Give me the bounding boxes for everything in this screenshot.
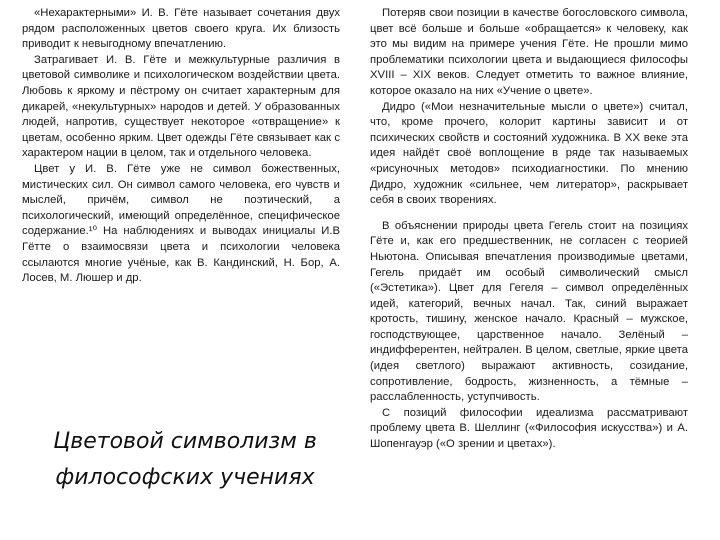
paragraph-goethe-uncharacteristic: «Нехарактерными» И. В. Гёте называет сочетания двух рядом расположенных цветов своего круга. Их близость приводит к невыгодному впечатлению. [22,7,340,51]
paragraph-hegel: В объяснении природы цвета Гегель стоит на позициях Гёте и, как его предшественник, не согласен с теорией Ньютона. Описывая впечатления производимые цветами, Гегель придаёт им особый символический смысл («Эстетика»). Цвет для Гегеля – символ определённых идей, категорий, вечных начал. Так, синий выражает кротость, тишину, женское начало. Красный – мужское, господствующее, царственное начало. Зелёный – индифферентен, нейтрален. В целом, светлые, яркие цвета (идея светлого) выражают активность, созидание, сопротивление, бодрость, жизненность, а тёмные – расслабленность, уступчивость. [370,219,688,404]
section-heading-line-2: философских учениях [55,465,315,490]
paragraph-schelling-schopenhauer: С позиций философии идеализма рассматривают проблему цвета В. Шеллинг («Философия искусства») и А. Шопенгауэр («О зрении и цветах»). [370,406,688,451]
left-text-column [22,6,340,287]
section-heading [26,424,344,496]
paragraph-goethe-intercultural: Затрагивает И. В. Гёте и межкультурные различия в цветовой символике и психологическом воздействии цвета. Любовь к яркому и пёстрому он считает характерным для дикарей, «некультурных» народов и детей. У образованных людей, напротив, существует некоторое «отвращение» к цветам, особенно ярким. Цвет одежды Гёте связывает как с характером нации в целом, так и отдельного человека. [22,53,340,160]
paragraph-goethe-color-symbol: Цвет у И. В. Гёте уже не символ божественных, мистических сил. Он символ самого человека, его чувств и мыслей, причём, символ не поэтический, а психологический, имеющий определённое, специфическое содержание.¹⁰ На наблюдениях и выводах инициалы И.В Гётте о взаимосвязи цвета и психологии человека ссылаются многие учёные, как В. Кандинский, Н. Бор, А. Лосев, М. Люшер и др. [22,162,340,285]
paragraph-diderot: Дидро («Мои незначительные мысли о цвете») считал, что, кроме прочего, колорит картины зависит и от психических свойств и состояний художника. В XX веке эта идея найдёт своё воплощение в ряде так называемых «рисуночных методов» психодиагностики. По мнению Дидро, художник «сильнее, чем литератор», раскрывает себя в своих творениях. [370,100,688,207]
paragraph-theological-symbol: Потеряв свои позиции в качестве богословского символа, цвет всё больше и больше «обращается» к человеку, как это мы видим на примере учения Гёте. Не прошли мимо проблематики психологии цвета и выдающиеся философы XVIII – XIX веков. Следует отметить то важное влияние, которое оказало на них «Учение о цвете». [370,7,688,97]
right-text-column [370,6,688,453]
section-heading-line-1: Цветовой символизм в [53,429,317,454]
